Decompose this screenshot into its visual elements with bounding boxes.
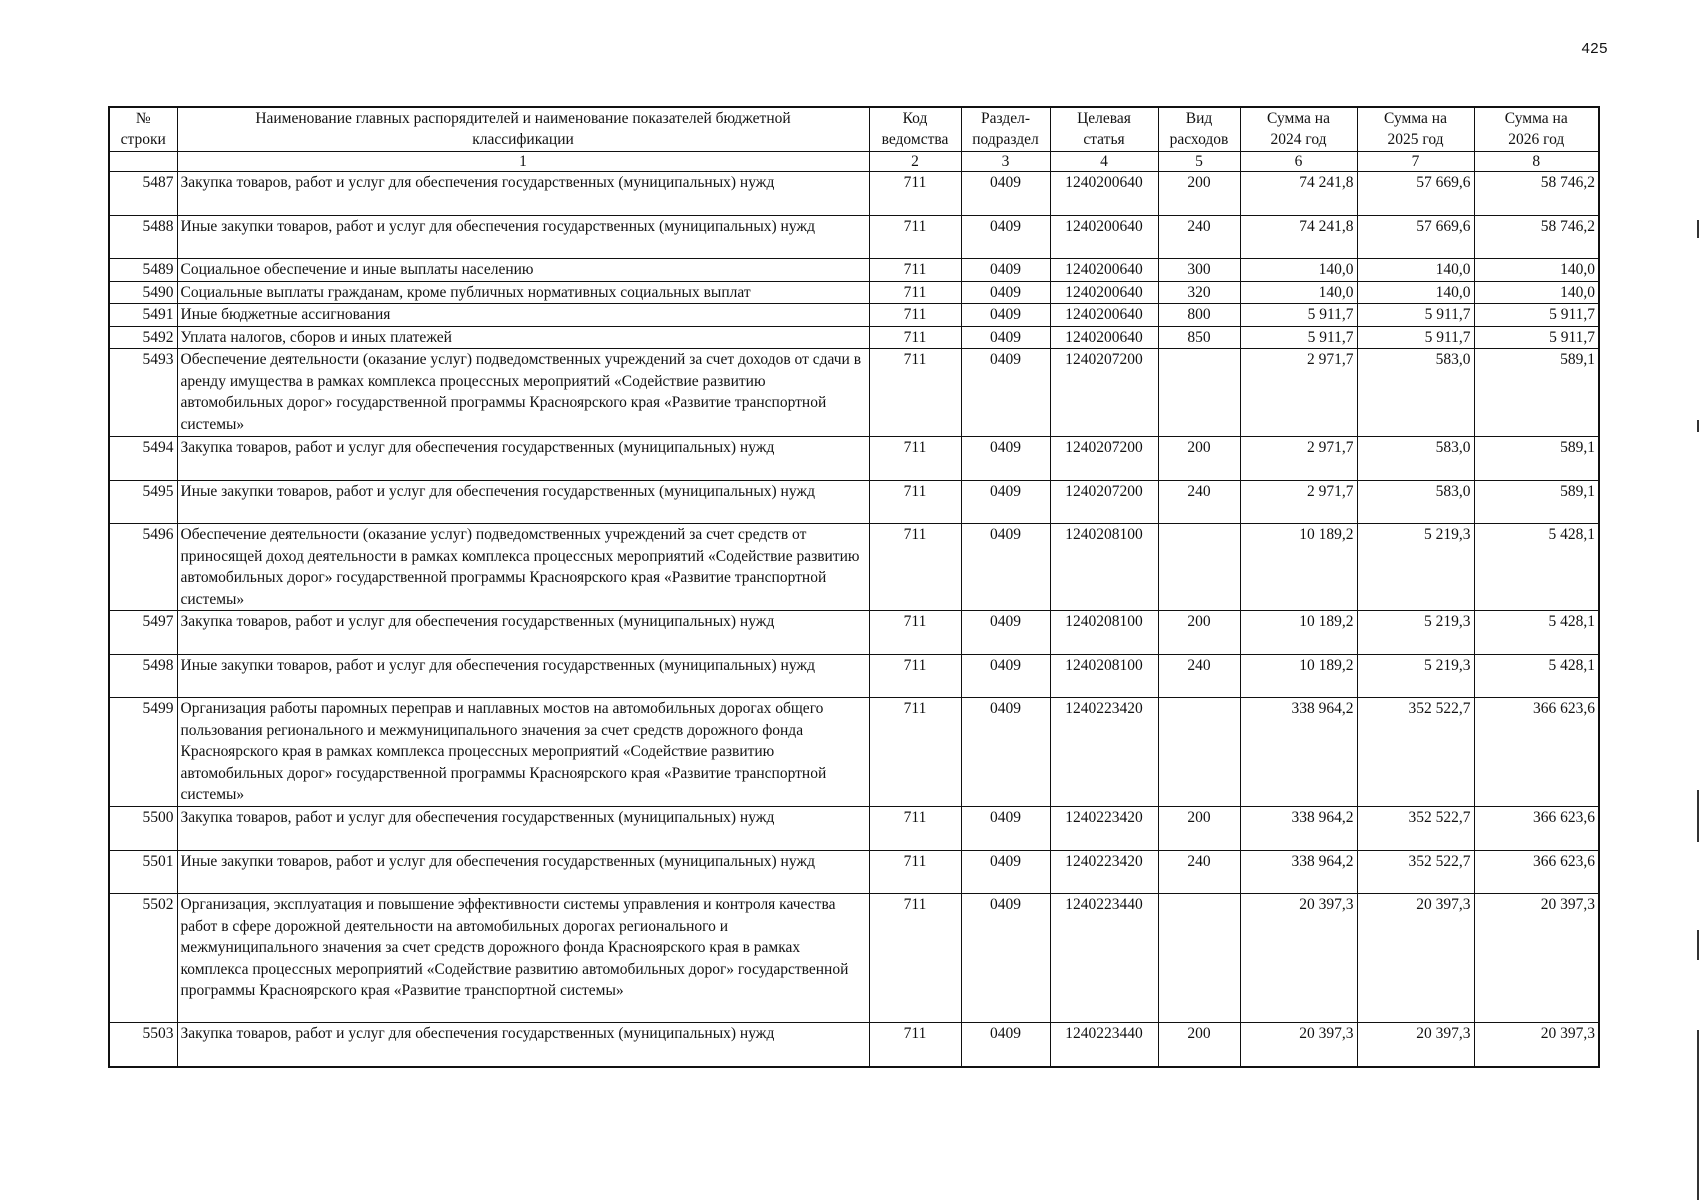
row-name: Иные закупки товаров, работ и услуг для обеспечения государственных (муниципальных) нужд [177,851,869,894]
table-row [109,1023,1599,1067]
row-sum-2026: 5 911,7 [1474,304,1599,327]
column-number: 6 [1240,152,1357,172]
row-sum-2025: 583,0 [1357,437,1474,481]
row-number: 5494 [109,437,177,481]
row-name: Организация, эксплуатация и повышение эффективности системы управления и контроля качества работ в сфере дорожной деятельности на автомобильных дорогах регионального и межмуниципального значения за счет средств дорожного фонда Красноярского края в рамках комплекса процессных мероприятий «Содействие развитию автомобильных дорог» государственной программы Красноярского края «Развитие транспортной системы» [177,894,869,1023]
row-target-article: 1240200640 [1050,216,1158,259]
column-number: 1 [177,152,869,172]
row-name: Закупка товаров, работ и услуг для обеспечения государственных (муниципальных) нужд [177,437,869,481]
row-target-article: 1240207200 [1050,349,1158,437]
table-row [109,807,1599,851]
table-row [109,894,1599,1023]
row-target-article: 1240200640 [1050,259,1158,282]
row-number: 5493 [109,349,177,437]
row-target-article: 1240207200 [1050,437,1158,481]
row-target-article: 1240223420 [1050,698,1158,807]
row-department-code: 711 [869,698,961,807]
row-target-article: 1240200640 [1050,326,1158,349]
row-department-code: 711 [869,807,961,851]
row-section: 0409 [961,655,1050,698]
row-sum-2026: 366 623,6 [1474,698,1599,807]
row-sum-2024: 2 971,7 [1240,349,1357,437]
row-number: 5490 [109,281,177,304]
row-number: 5498 [109,655,177,698]
row-number: 5492 [109,326,177,349]
row-sum-2024: 5 911,7 [1240,304,1357,327]
column-number: 3 [961,152,1050,172]
row-expense-type: 200 [1158,172,1240,216]
row-number: 5491 [109,304,177,327]
table-row [109,326,1599,349]
row-target-article: 1240223440 [1050,894,1158,1023]
row-section: 0409 [961,698,1050,807]
row-sum-2026: 140,0 [1474,281,1599,304]
table-row [109,259,1599,282]
row-sum-2025: 583,0 [1357,481,1474,524]
row-department-code: 711 [869,894,961,1023]
row-expense-type: 240 [1158,481,1240,524]
row-department-code: 711 [869,481,961,524]
row-sum-2024: 20 397,3 [1240,894,1357,1023]
scan-edge-mark [1697,930,1699,960]
row-target-article: 1240208100 [1050,655,1158,698]
column-number: 7 [1357,152,1474,172]
row-number: 5497 [109,611,177,655]
row-target-article: 1240207200 [1050,481,1158,524]
row-sum-2026: 5 911,7 [1474,326,1599,349]
row-number: 5488 [109,216,177,259]
row-section: 0409 [961,611,1050,655]
table-row [109,437,1599,481]
row-department-code: 711 [869,304,961,327]
row-sum-2024: 140,0 [1240,281,1357,304]
row-sum-2025: 57 669,6 [1357,216,1474,259]
header-name: Наименование главных распорядителей и наименование показателей бюджетной классификации [177,107,869,152]
row-sum-2024: 5 911,7 [1240,326,1357,349]
column-number: 2 [869,152,961,172]
row-section: 0409 [961,524,1050,611]
row-section: 0409 [961,216,1050,259]
row-section: 0409 [961,851,1050,894]
row-expense-type: 240 [1158,216,1240,259]
row-sum-2025: 5 911,7 [1357,304,1474,327]
column-number: 5 [1158,152,1240,172]
row-sum-2024: 10 189,2 [1240,524,1357,611]
row-expense-type: 200 [1158,1023,1240,1067]
row-name: Закупка товаров, работ и услуг для обеспечения государственных (муниципальных) нужд [177,172,869,216]
scan-edge-mark [1697,220,1699,238]
row-name: Иные закупки товаров, работ и услуг для обеспечения государственных (муниципальных) нужд [177,481,869,524]
row-expense-type: 800 [1158,304,1240,327]
row-name: Закупка товаров, работ и услуг для обеспечения государственных (муниципальных) нужд [177,611,869,655]
row-sum-2026: 589,1 [1474,481,1599,524]
row-number: 5502 [109,894,177,1023]
row-name: Организация работы паромных переправ и наплавных мостов на автомобильных дорогах общего пользования регионального и межмуниципального значения за счет средств дорожного фонда Красноярского края в рамках комплекса процессных мероприятий «Содействие развитию автомобильных дорог» государственной программы Красноярского края «Развитие транспортной системы» [177,698,869,807]
row-section: 0409 [961,326,1050,349]
row-name: Социальные выплаты гражданам, кроме публичных нормативных социальных выплат [177,281,869,304]
page-number: 425 [1581,40,1608,57]
row-department-code: 711 [869,216,961,259]
row-name: Иные закупки товаров, работ и услуг для обеспечения государственных (муниципальных) нужд [177,216,869,259]
row-number: 5501 [109,851,177,894]
row-name: Социальное обеспечение и иные выплаты населению [177,259,869,282]
row-sum-2026: 589,1 [1474,349,1599,437]
header-no: № строки [109,107,177,152]
row-sum-2025: 583,0 [1357,349,1474,437]
row-sum-2025: 5 219,3 [1357,655,1474,698]
row-number: 5499 [109,698,177,807]
row-expense-type: 240 [1158,655,1240,698]
row-expense-type [1158,349,1240,437]
row-expense-type: 240 [1158,851,1240,894]
row-department-code: 711 [869,655,961,698]
row-target-article: 1240208100 [1050,524,1158,611]
row-target-article: 1240200640 [1050,281,1158,304]
row-department-code: 711 [869,326,961,349]
row-department-code: 711 [869,851,961,894]
row-section: 0409 [961,807,1050,851]
row-target-article: 1240200640 [1050,304,1158,327]
row-sum-2024: 338 964,2 [1240,807,1357,851]
row-section: 0409 [961,1023,1050,1067]
row-sum-2026: 366 623,6 [1474,851,1599,894]
header-section: Раздел- подраздел [961,107,1050,152]
table-row [109,281,1599,304]
row-name: Уплата налогов, сборов и иных платежей [177,326,869,349]
scan-edge-mark [1697,790,1699,842]
row-sum-2025: 20 397,3 [1357,894,1474,1023]
table-row [109,304,1599,327]
table-row [109,349,1599,437]
row-number: 5495 [109,481,177,524]
row-sum-2024: 338 964,2 [1240,698,1357,807]
table-row [109,216,1599,259]
row-expense-type [1158,698,1240,807]
row-target-article: 1240208100 [1050,611,1158,655]
row-number: 5489 [109,259,177,282]
row-sum-2026: 140,0 [1474,259,1599,282]
row-target-article: 1240200640 [1050,172,1158,216]
row-sum-2024: 10 189,2 [1240,611,1357,655]
row-name: Иные бюджетные ассигнования [177,304,869,327]
row-expense-type: 850 [1158,326,1240,349]
row-department-code: 711 [869,611,961,655]
row-name: Обеспечение деятельности (оказание услуг) подведомственных учреждений за счет средств от приносящей доход деятельности в рамках комплекса процессных мероприятий «Содействие развитию автомобильных дорог» государственной программы Красноярского края «Развитие транспортной системы» [177,524,869,611]
row-department-code: 711 [869,259,961,282]
header-sum-2026: Сумма на 2026 год [1474,107,1599,152]
row-department-code: 711 [869,349,961,437]
row-expense-type: 300 [1158,259,1240,282]
row-department-code: 711 [869,1023,961,1067]
row-number: 5487 [109,172,177,216]
row-sum-2025: 352 522,7 [1357,807,1474,851]
row-department-code: 711 [869,437,961,481]
row-section: 0409 [961,481,1050,524]
row-sum-2024: 10 189,2 [1240,655,1357,698]
row-expense-type: 200 [1158,807,1240,851]
row-name: Закупка товаров, работ и услуг для обеспечения государственных (муниципальных) нужд [177,807,869,851]
row-expense-type [1158,894,1240,1023]
table-row [109,524,1599,611]
table-row [109,851,1599,894]
row-sum-2026: 5 428,1 [1474,524,1599,611]
row-sum-2024: 2 971,7 [1240,437,1357,481]
column-number: 8 [1474,152,1599,172]
row-expense-type [1158,524,1240,611]
column-number-row [109,152,1599,172]
row-sum-2024: 338 964,2 [1240,851,1357,894]
row-name: Обеспечение деятельности (оказание услуг) подведомственных учреждений за счет доходов от сдачи в аренду имущества в рамках комплекса процессных мероприятий «Содействие развитию автомобильных дорог» государственной программы Красноярского края «Развитие транспортной системы» [177,349,869,437]
row-sum-2026: 58 746,2 [1474,172,1599,216]
row-sum-2025: 5 219,3 [1357,524,1474,611]
table-body [109,172,1599,1067]
column-number [109,152,177,172]
row-section: 0409 [961,349,1050,437]
row-section: 0409 [961,281,1050,304]
row-section: 0409 [961,172,1050,216]
header-row [109,107,1599,152]
row-sum-2026: 366 623,6 [1474,807,1599,851]
row-sum-2025: 352 522,7 [1357,698,1474,807]
row-name: Закупка товаров, работ и услуг для обеспечения государственных (муниципальных) нужд [177,1023,869,1067]
row-sum-2025: 352 522,7 [1357,851,1474,894]
row-sum-2025: 5 911,7 [1357,326,1474,349]
scan-edge-mark [1697,420,1699,432]
row-section: 0409 [961,437,1050,481]
row-sum-2024: 74 241,8 [1240,216,1357,259]
row-number: 5503 [109,1023,177,1067]
row-sum-2024: 20 397,3 [1240,1023,1357,1067]
row-target-article: 1240223420 [1050,807,1158,851]
row-sum-2026: 5 428,1 [1474,655,1599,698]
header-type: Вид расходов [1158,107,1240,152]
row-sum-2026: 58 746,2 [1474,216,1599,259]
row-sum-2024: 2 971,7 [1240,481,1357,524]
row-section: 0409 [961,304,1050,327]
row-sum-2025: 140,0 [1357,281,1474,304]
header-sum-2024: Сумма на 2024 год [1240,107,1357,152]
row-sum-2025: 20 397,3 [1357,1023,1474,1067]
row-number: 5496 [109,524,177,611]
row-department-code: 711 [869,524,961,611]
row-sum-2025: 140,0 [1357,259,1474,282]
row-name: Иные закупки товаров, работ и услуг для обеспечения государственных (муниципальных) нужд [177,655,869,698]
table-row [109,611,1599,655]
row-section: 0409 [961,259,1050,282]
table-row [109,481,1599,524]
row-sum-2026: 20 397,3 [1474,1023,1599,1067]
row-number: 5500 [109,807,177,851]
row-sum-2024: 74 241,8 [1240,172,1357,216]
table-row [109,698,1599,807]
row-section: 0409 [961,894,1050,1023]
row-sum-2025: 5 219,3 [1357,611,1474,655]
table-row [109,172,1599,216]
header-sum-2025: Сумма на 2025 год [1357,107,1474,152]
row-expense-type: 200 [1158,611,1240,655]
row-target-article: 1240223440 [1050,1023,1158,1067]
row-department-code: 711 [869,172,961,216]
header-code: Код ведомства [869,107,961,152]
row-sum-2025: 57 669,6 [1357,172,1474,216]
row-expense-type: 320 [1158,281,1240,304]
row-sum-2024: 140,0 [1240,259,1357,282]
row-target-article: 1240223420 [1050,851,1158,894]
budget-table [108,106,1600,1068]
table-row [109,655,1599,698]
row-expense-type: 200 [1158,437,1240,481]
row-sum-2026: 20 397,3 [1474,894,1599,1023]
header-article: Целевая статья [1050,107,1158,152]
row-sum-2026: 5 428,1 [1474,611,1599,655]
row-sum-2026: 589,1 [1474,437,1599,481]
column-number: 4 [1050,152,1158,172]
scan-edge-mark [1697,1030,1699,1200]
row-department-code: 711 [869,281,961,304]
